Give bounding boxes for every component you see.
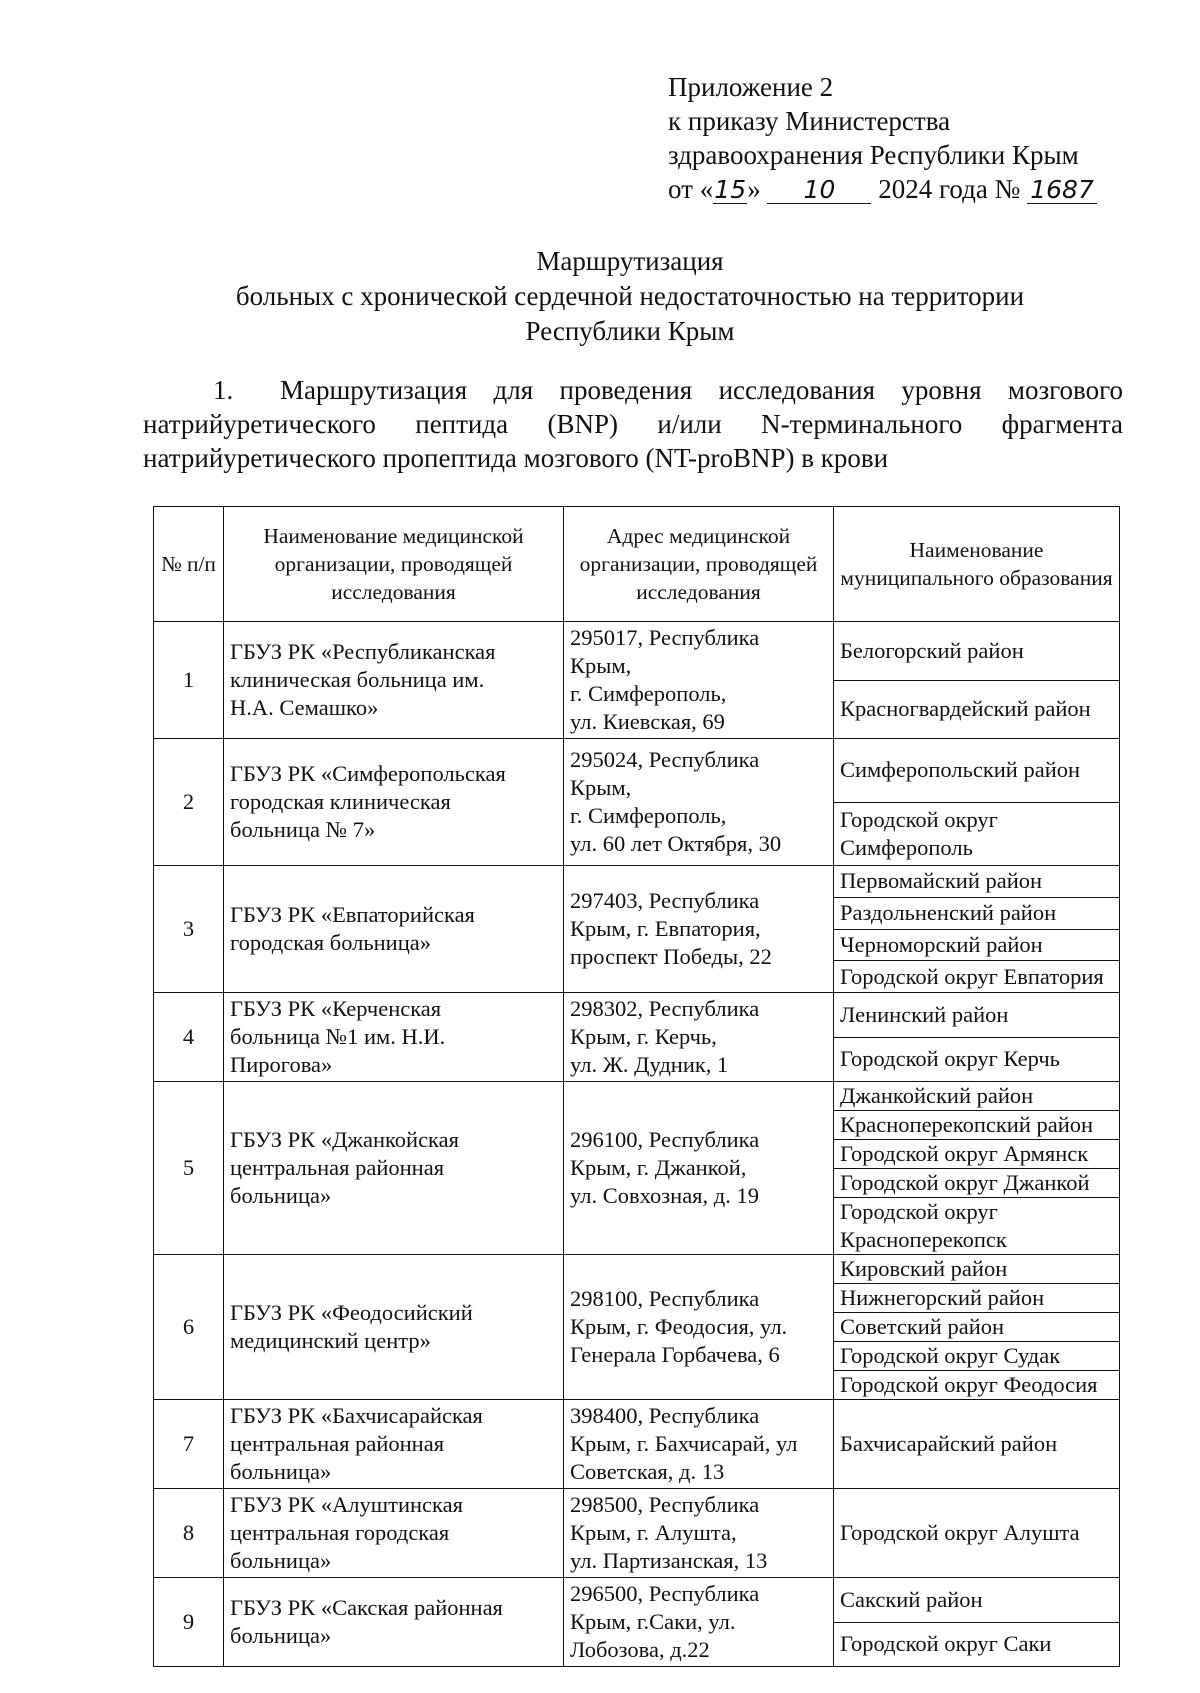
municipality-cell	[834, 1489, 1120, 1578]
org-name-cell	[224, 1489, 564, 1578]
org-name-line: центральная районная	[230, 1155, 445, 1180]
title-line-1: Маршрутизация	[536, 246, 724, 276]
date-day: 15	[714, 175, 747, 204]
row-number: 9	[154, 1578, 224, 1667]
row-number: 1	[154, 622, 224, 739]
address-line: 298302, Республика	[570, 996, 760, 1021]
address-line: Крым, г. Керчь,	[570, 1024, 717, 1049]
title-line-3: Республики Крым	[525, 316, 735, 346]
table-row	[154, 993, 1120, 1082]
address-line: ул. Совхозная, д. 19	[570, 1183, 759, 1208]
address-cell	[564, 739, 834, 866]
date-quote-close: »	[747, 174, 761, 204]
address-line: Крым, г. Бахчисарай, ул	[570, 1431, 798, 1456]
row-number: 2	[154, 739, 224, 866]
address-line: Крым,	[570, 653, 632, 678]
municipality-list	[834, 1489, 1119, 1577]
municipality-item: Городской округ Джанкой	[834, 1168, 1119, 1197]
org-name-line: ГБУЗ РК «Сакская районная	[230, 1595, 503, 1620]
municipality-item: Городской округ Феодосия	[834, 1370, 1119, 1399]
routing-table	[153, 506, 1120, 1667]
date-prefix: от «	[668, 174, 714, 204]
org-name-line: городская больница»	[230, 930, 432, 955]
municipality-item: Симферопольский район	[840, 757, 1081, 783]
address-line: Крым, г. Феодосия, ул.	[570, 1314, 788, 1339]
address-line: 296100, Республика	[570, 1127, 760, 1152]
address-cell	[564, 1578, 834, 1667]
municipality-item: Городской округ Армянск	[834, 1139, 1119, 1168]
address-line: 298100, Республика	[570, 1286, 760, 1311]
title-line-2: больных с хронической сердечной недостаточностью на территории	[235, 281, 1025, 311]
municipality-item: Черноморский район	[834, 929, 1119, 961]
address-line: проспект Победы, 22	[570, 944, 772, 969]
municipality-list	[834, 622, 1119, 738]
section-paragraph	[143, 373, 1123, 475]
municipality-cell	[834, 1082, 1120, 1255]
municipality-item: Городской округ Судак	[834, 1341, 1119, 1370]
municipality-cell	[834, 622, 1120, 739]
header-num: № п/п	[154, 507, 224, 622]
municipality-list	[834, 1578, 1119, 1666]
org-name-cell	[224, 866, 564, 993]
municipality-item: Красногвардейский район	[834, 680, 1119, 739]
municipality-cell	[834, 993, 1120, 1082]
municipality-item: Раздольненский район	[834, 897, 1119, 929]
org-name-line: Пирогова»	[230, 1052, 333, 1077]
org-name-cell	[224, 1082, 564, 1255]
municipality-list	[834, 1400, 1119, 1488]
address-line: ул. 60 лет Октября, 30	[570, 831, 782, 856]
address-line: ул. Киевская, 69	[570, 709, 725, 734]
address-line: 298500, Республика	[570, 1492, 760, 1517]
municipality-item: Сакский район	[840, 1586, 983, 1612]
municipality-list	[834, 739, 1119, 865]
municipality-item: Городской округ Саки	[834, 1622, 1119, 1667]
org-name-cell	[224, 1255, 564, 1400]
address-line: ул. Ж. Дудник, 1	[570, 1052, 729, 1077]
municipality-item: Городской округ Алушта	[840, 1520, 1080, 1545]
table-row	[154, 1489, 1120, 1578]
municipality-list	[834, 993, 1119, 1081]
municipality-list	[834, 1082, 1119, 1254]
address-line: 295017, Республика	[570, 625, 760, 650]
org-name-cell	[224, 622, 564, 739]
org-name-line: ГБУЗ РК «Симферопольская	[230, 761, 506, 786]
org-name-line: центральная районная	[230, 1431, 445, 1456]
org-name-line: больница»	[230, 1183, 332, 1208]
org-name-line: больница»	[230, 1459, 332, 1484]
municipality-item: Советский район	[834, 1312, 1119, 1341]
table-row	[154, 622, 1120, 739]
table-header-row	[154, 507, 1120, 622]
org-name-line: ГБУЗ РК «Джанкойская	[230, 1127, 459, 1152]
municipality-item: Нижнегорский район	[834, 1283, 1119, 1312]
org-name-line: Н.А. Семашко»	[230, 695, 379, 720]
annex-block	[668, 70, 1097, 206]
org-name-line: больница №1 им. Н.И.	[230, 1024, 446, 1049]
annex-line-2: к приказу Министерства	[668, 106, 951, 136]
org-name-cell	[224, 993, 564, 1082]
row-number: 5	[154, 1082, 224, 1255]
address-line: 297403, Республика	[570, 888, 760, 913]
municipality-cell	[834, 739, 1120, 866]
address-line: Генерала Горбачева, 6	[570, 1342, 780, 1367]
address-line: Крым, г. Евпатория,	[570, 916, 761, 941]
municipality-item: Белогорский район	[840, 637, 1024, 663]
org-name-line: медицинский центр»	[230, 1328, 431, 1353]
address-line: г. Симферополь,	[570, 681, 727, 706]
org-name-line: больница № 7»	[230, 817, 376, 842]
org-name-line: больница»	[230, 1623, 332, 1648]
address-line: Лобозова, д.22	[570, 1637, 710, 1662]
address-cell	[564, 622, 834, 739]
address-cell	[564, 1400, 834, 1489]
address-cell	[564, 993, 834, 1082]
address-cell	[564, 1255, 834, 1400]
municipality-item: Кировский район	[840, 1256, 1008, 1281]
header-muni: Наименование муниципального образования	[834, 507, 1120, 622]
section-number: 1.	[213, 375, 234, 405]
order-number: 1687	[1027, 177, 1097, 204]
annex-line-3: здравоохранения Республики Крым	[668, 140, 1079, 170]
date-month: 10	[767, 177, 871, 204]
row-number: 8	[154, 1489, 224, 1578]
address-line: 398400, Республика	[570, 1403, 760, 1428]
address-line: Крым,	[570, 775, 632, 800]
org-name-line: ГБУЗ РК «Алуштинская	[230, 1492, 463, 1517]
org-name-line: больница»	[230, 1548, 332, 1573]
municipality-item: Бахчисарайский район	[840, 1431, 1058, 1456]
org-name-line: ГБУЗ РК «Феодосийский	[230, 1300, 473, 1325]
org-name-line: ГБУЗ РК «Бахчисарайская	[230, 1403, 483, 1428]
municipality-list	[834, 866, 1119, 992]
annex-line-1: Приложение 2	[668, 72, 834, 102]
municipality-item: Городской округ Евпатория	[834, 960, 1119, 992]
address-line: Крым, г. Алушта,	[570, 1520, 737, 1545]
address-line: Крым, г.Саки, ул.	[570, 1609, 736, 1634]
address-line: г. Симферополь,	[570, 803, 727, 828]
municipality-item: Первомайский район	[840, 868, 1043, 894]
address-cell	[564, 1489, 834, 1578]
org-name-line: городская клиническая	[230, 789, 451, 814]
address-line: 296500, Республика	[570, 1581, 760, 1606]
table-row	[154, 866, 1120, 993]
table-row	[154, 739, 1120, 866]
org-name-line: ГБУЗ РК «Республиканская	[230, 639, 496, 664]
org-name-cell	[224, 1578, 564, 1667]
row-number: 4	[154, 993, 224, 1082]
org-name-line: ГБУЗ РК «Евпаторийская	[230, 902, 475, 927]
municipality-item: Красноперекопский район	[834, 1110, 1119, 1139]
org-name-line: клиническая больница им.	[230, 667, 485, 692]
org-name-line: центральная городская	[230, 1520, 450, 1545]
municipality-item: Городской округ Красноперекопск	[834, 1197, 1119, 1254]
org-name-line: ГБУЗ РК «Керченская	[230, 996, 442, 1021]
table-row	[154, 1578, 1120, 1667]
municipality-item: Ленинский район	[840, 1001, 1009, 1027]
table-row	[154, 1255, 1120, 1400]
municipality-item: Городской округ Керчь	[834, 1037, 1119, 1082]
municipality-item: Джанкойский район	[840, 1083, 1034, 1108]
municipality-cell	[834, 1255, 1120, 1400]
address-cell	[564, 866, 834, 993]
municipality-cell	[834, 866, 1120, 993]
org-name-cell	[224, 1400, 564, 1489]
section-text: Маршрутизация для проведения исследования уровня мозгового натрийуретического пептида (BNP) и/или N-терминального фрагмента натрийуретического пропептида мозгового (NT-proBNP) в крови	[143, 375, 1123, 473]
municipality-cell	[834, 1578, 1120, 1667]
org-name-cell	[224, 739, 564, 866]
municipality-item: Городской округ Симферополь	[834, 802, 1119, 866]
row-number: 7	[154, 1400, 224, 1489]
date-year: 2024 года №	[878, 174, 1021, 204]
header-org: Наименование медицинской организации, проводящей исследования	[224, 507, 564, 622]
annex-date-line	[668, 172, 1097, 206]
address-cell	[564, 1082, 834, 1255]
address-line: Советская, д. 13	[570, 1459, 725, 1484]
row-number: 6	[154, 1255, 224, 1400]
table-row	[154, 1082, 1120, 1255]
municipality-list	[834, 1255, 1119, 1399]
address-line: ул. Партизанская, 13	[570, 1548, 768, 1573]
address-line: 295024, Республика	[570, 747, 760, 772]
address-line: Крым, г. Джанкой,	[570, 1155, 747, 1180]
municipality-cell	[834, 1400, 1120, 1489]
table-row	[154, 1400, 1120, 1489]
row-number: 3	[154, 866, 224, 993]
document-title	[140, 244, 1120, 349]
header-addr: Адрес медицинской организации, проводящей исследования	[564, 507, 834, 622]
